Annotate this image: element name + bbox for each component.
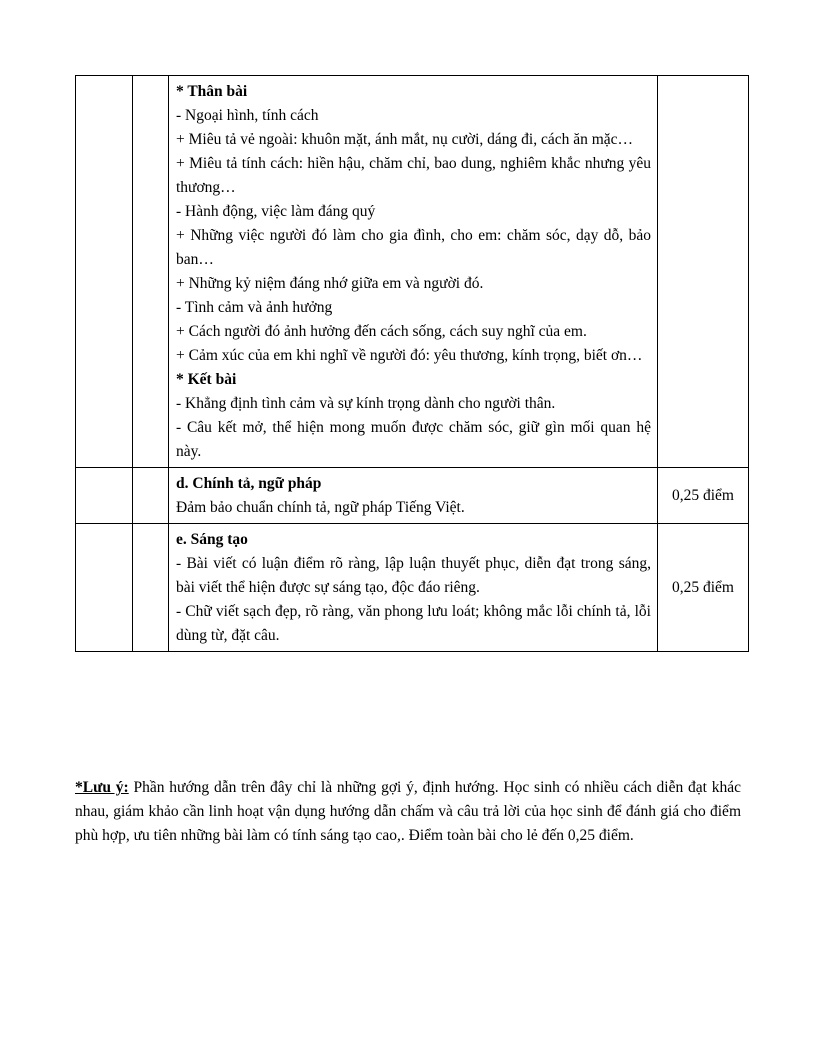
question-cell xyxy=(76,468,133,524)
grading-rubric-table xyxy=(75,75,749,652)
content-cell xyxy=(169,76,658,468)
rubric-row xyxy=(76,76,749,468)
part-cell xyxy=(133,76,169,468)
rubric-line: - Tình cảm và ảnh hưởng xyxy=(176,299,333,316)
question-cell xyxy=(76,76,133,468)
part-cell xyxy=(133,468,169,524)
score-value: 0,25 điểm xyxy=(672,486,734,504)
part-cell xyxy=(133,524,169,652)
score-cell xyxy=(658,524,749,652)
rubric-line: - Khẳng định tình cảm và sự kính trọng dành cho người thân. xyxy=(176,395,556,412)
rubric-line: + Cảm xúc của em khi nghĩ về người đó: yêu thương, kính trọng, biết ơn… xyxy=(176,347,643,364)
rubric-line: + Những việc người đó làm cho gia đình, cho em: chăm sóc, dạy dỗ, bảo ban… xyxy=(176,227,651,268)
note-paragraph xyxy=(75,776,741,848)
rubric-line: - Hành động, việc làm đáng quý xyxy=(176,203,376,220)
section-heading: d. Chính tả, ngữ pháp xyxy=(176,475,322,492)
content-cell xyxy=(169,524,658,652)
section-heading: * Kết bài xyxy=(176,371,237,388)
rubric-line: - Ngoại hình, tính cách xyxy=(176,107,319,124)
score-cell xyxy=(658,468,749,524)
note-label: *Lưu ý: xyxy=(75,779,129,796)
score-value: 0,25 điểm xyxy=(672,578,734,596)
rubric-line: - Câu kết mở, thể hiện mong muốn được chăm sóc, giữ gìn mối quan hệ này. xyxy=(176,419,651,460)
note-text: Phần hướng dẫn trên đây chỉ là những gợi ý, định hướng. Học sinh có nhiều cách diễn đạt khác nhau, giám khảo cần linh hoạt vận dụng hướng dẫn chấm và câu trả lời của học sinh để đánh giá cho điểm phù hợp, ưu tiên những bài làm có tính sáng tạo cao,. Điểm toàn bài cho lẻ đến 0,25 điểm. xyxy=(75,779,741,844)
content-cell xyxy=(169,468,658,524)
section-heading: * Thân bài xyxy=(176,83,248,100)
rubric-line: + Những kỷ niệm đáng nhớ giữa em và người đó. xyxy=(176,275,484,292)
rubric-row xyxy=(76,524,749,652)
rubric-line: - Bài viết có luận điểm rõ ràng, lập luận thuyết phục, diễn đạt trong sáng, bài viết thể hiện được sự sáng tạo, độc đáo riêng. xyxy=(176,555,651,596)
score-cell xyxy=(658,76,749,468)
rubric-line: - Chữ viết sạch đẹp, rõ ràng, văn phong lưu loát; không mắc lỗi chính tả, lỗi dùng từ, đặt câu. xyxy=(176,603,651,644)
rubric-row xyxy=(76,468,749,524)
section-heading: e. Sáng tạo xyxy=(176,531,248,548)
rubric-line: + Miêu tả vẻ ngoài: khuôn mặt, ánh mắt, nụ cười, dáng đi, cách ăn mặc… xyxy=(176,131,634,148)
rubric-line: + Cách người đó ảnh hưởng đến cách sống, cách suy nghĩ của em. xyxy=(176,323,587,340)
question-cell xyxy=(76,524,133,652)
rubric-line: Đảm bảo chuẩn chính tả, ngữ pháp Tiếng Việt. xyxy=(176,499,465,516)
rubric-line: + Miêu tả tính cách: hiền hậu, chăm chỉ, bao dung, nghiêm khắc nhưng yêu thương… xyxy=(176,155,651,196)
